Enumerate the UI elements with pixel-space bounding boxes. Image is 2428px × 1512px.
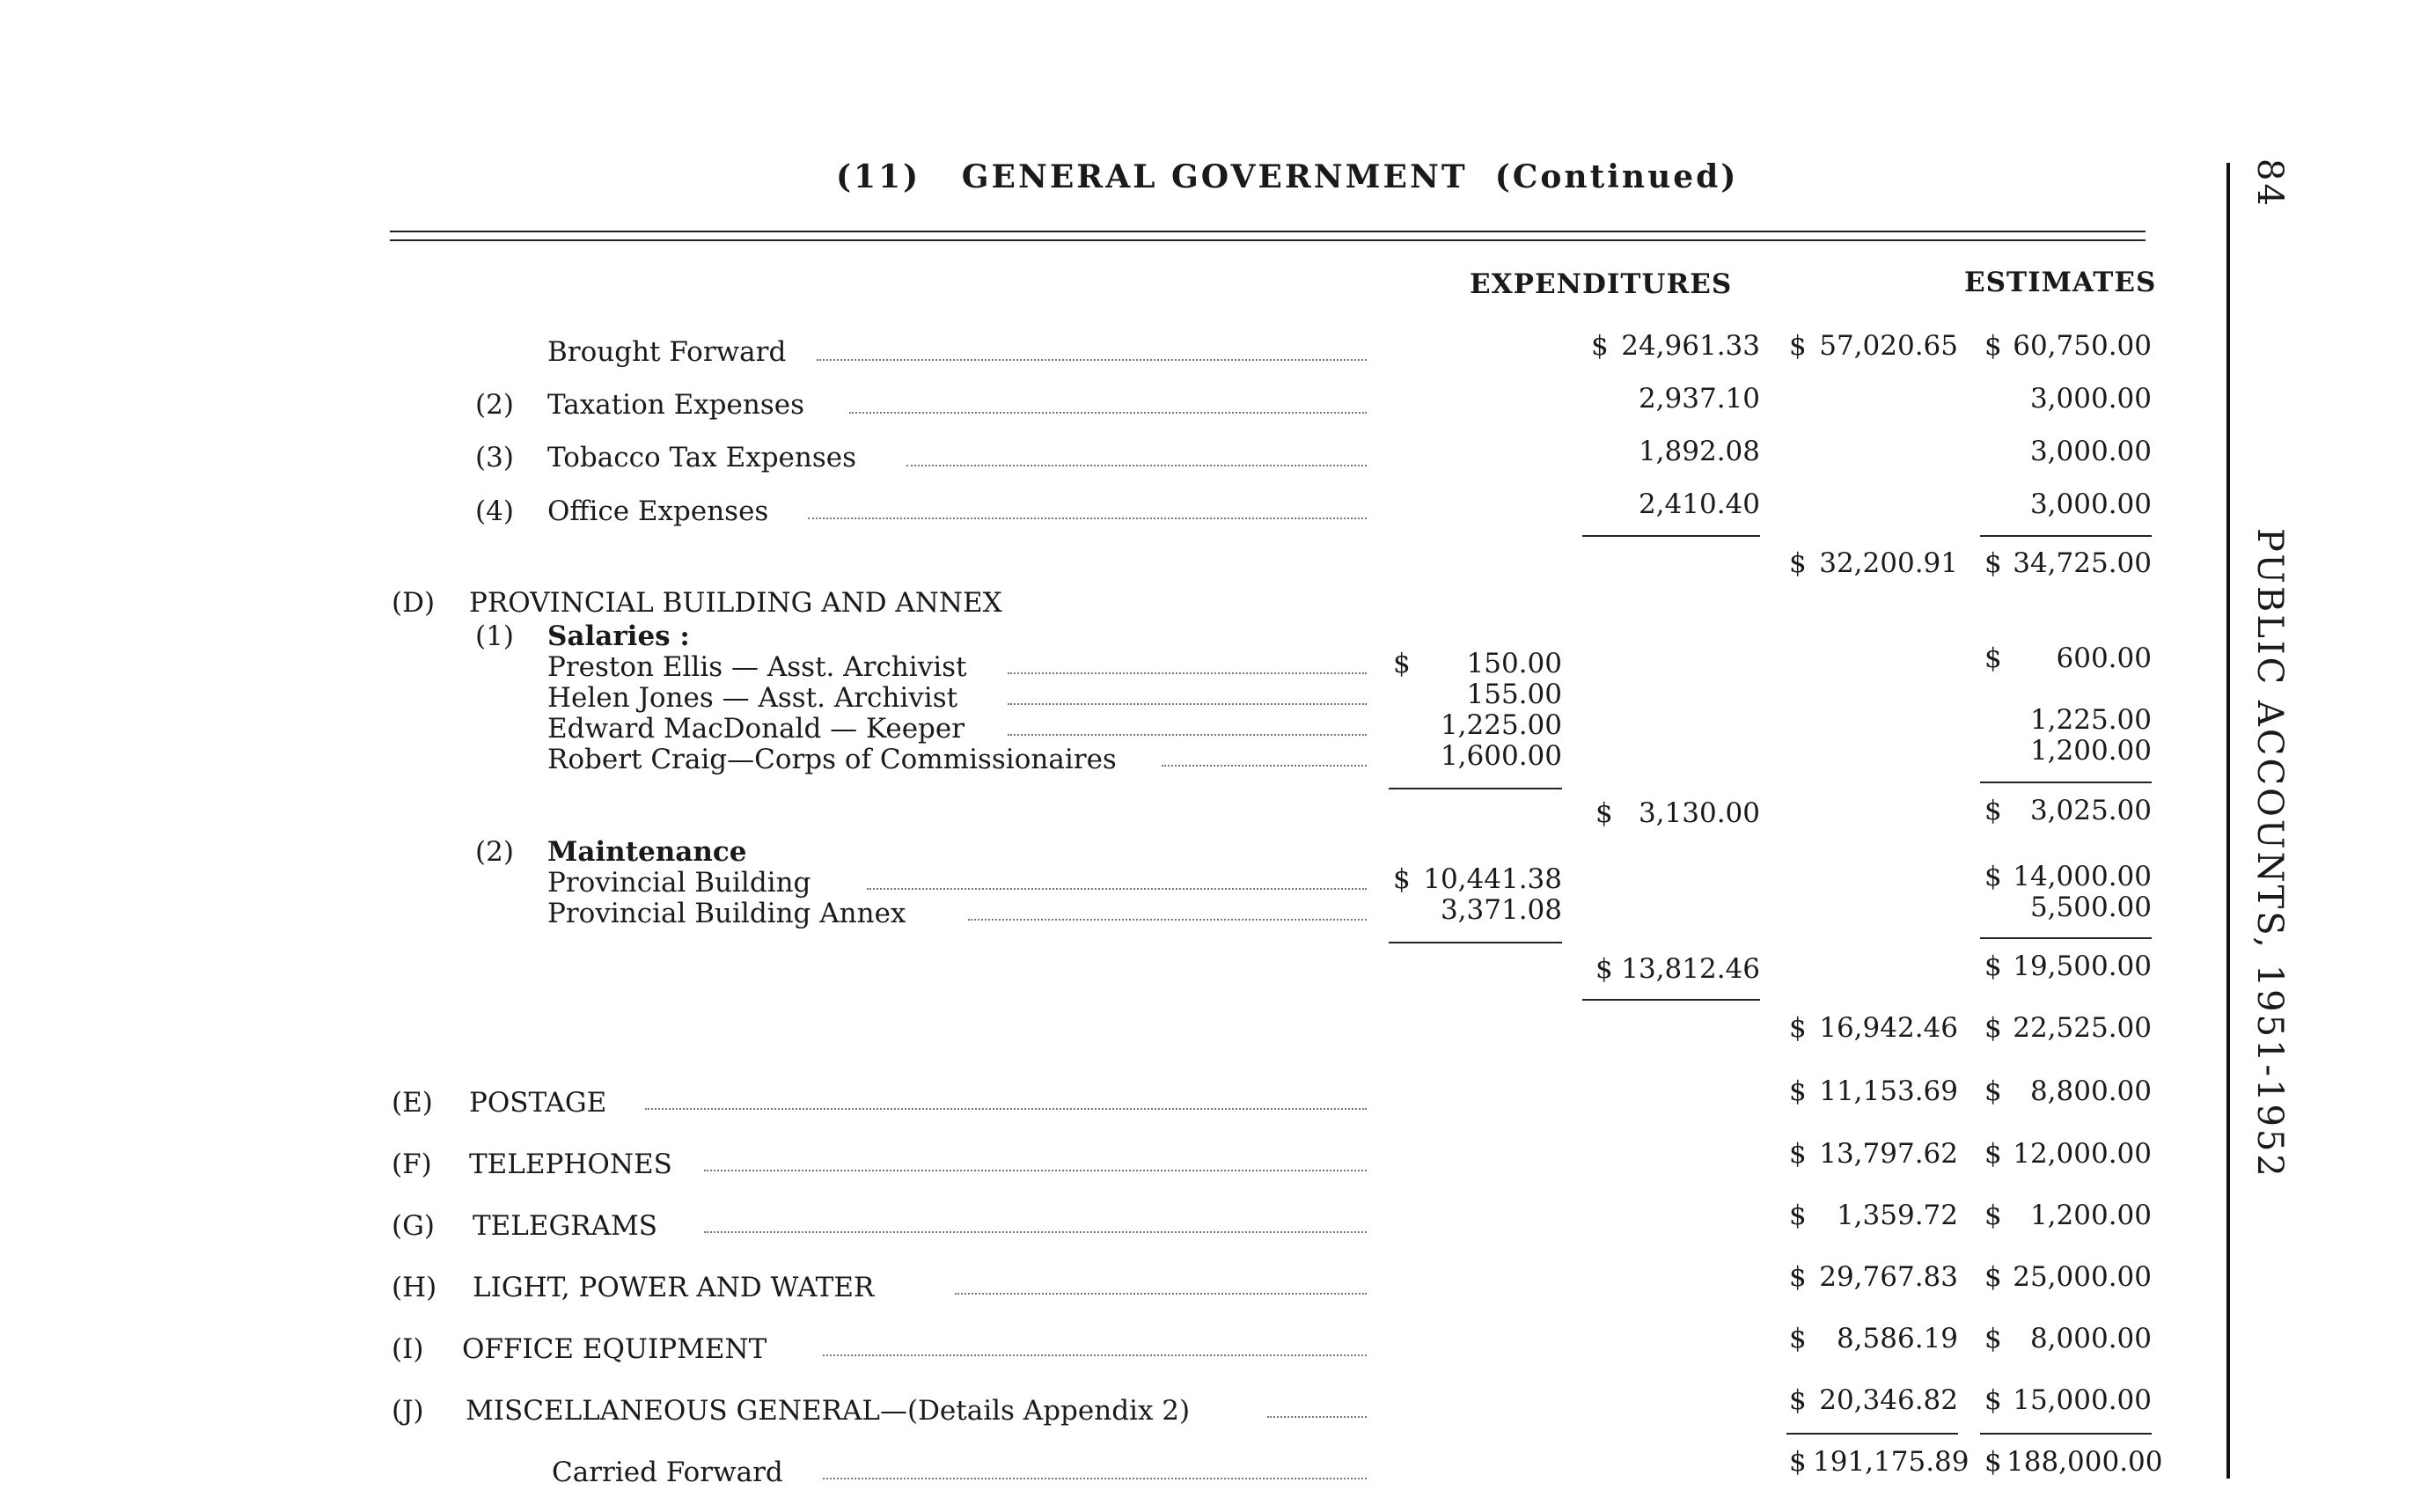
- subsection-label: Maintenance: [547, 836, 747, 868]
- expenditure-total-value: 191,175.89: [1813, 1446, 1970, 1478]
- currency-sign: $: [1984, 330, 2002, 362]
- currency-sign: $: [1789, 1446, 1807, 1478]
- expenditure-total-value: 11,153.69: [1819, 1075, 1958, 1107]
- detail-value: 1,225.00: [1440, 709, 1562, 741]
- page-heading: [836, 158, 1738, 195]
- estimate-value: 15,000.00: [2013, 1384, 2152, 1416]
- currency-sign: $: [1984, 1323, 2002, 1354]
- currency-sign: $: [1789, 1323, 1807, 1354]
- currency-sign: $: [1591, 330, 1609, 362]
- sum-rule: [1389, 942, 1562, 943]
- estimate-value: 12,000.00: [2013, 1138, 2152, 1170]
- header-rule-bottom: [390, 239, 2146, 241]
- section-letter: (F): [392, 1149, 432, 1180]
- estimate-value: 1,200.00: [2029, 735, 2152, 767]
- row-label: LIGHT, POWER AND WATER: [473, 1272, 875, 1303]
- currency-sign: $: [1984, 1384, 2002, 1416]
- currency-sign: $: [1393, 863, 1411, 895]
- section-title: GENERAL GOVERNMENT: [961, 158, 1468, 195]
- currency-sign: $: [1789, 1261, 1807, 1293]
- estimate-value: 25,000.00: [2013, 1261, 2152, 1293]
- currency-sign: $: [1984, 547, 2002, 579]
- estimate-value: 19,500.00: [2013, 951, 2152, 982]
- leader-dots: [823, 1478, 1367, 1479]
- page-edge-line: [2226, 163, 2230, 1479]
- currency-sign: $: [1789, 547, 1807, 579]
- estimate-value: 3,000.00: [2029, 436, 2152, 467]
- continued-label: (Continued): [1494, 158, 1739, 195]
- detail-value: 150.00: [1466, 648, 1562, 679]
- estimate-value: 60,750.00: [2013, 330, 2152, 362]
- estimate-value: 3,025.00: [2029, 795, 2152, 826]
- currency-sign: $: [1984, 1075, 2002, 1107]
- row-label: POSTAGE: [469, 1087, 607, 1119]
- row-label: Tobacco Tax Expenses: [547, 442, 857, 473]
- leader-dots: [1008, 672, 1367, 674]
- estimate-value: 5,500.00: [2029, 892, 2152, 923]
- sum-rule: [1582, 535, 1760, 537]
- currency-sign: $: [1984, 1200, 2002, 1231]
- column-header-estimates: ESTIMATES: [1964, 267, 2157, 298]
- row-label: Provincial Building Annex: [547, 898, 906, 929]
- row-label: TELEPHONES: [469, 1149, 672, 1180]
- estimate-value: 8,800.00: [2029, 1075, 2152, 1107]
- estimate-value: 1,200.00: [2029, 1200, 2152, 1231]
- currency-sign: $: [1984, 642, 2002, 674]
- expenditure-value: 2,937.10: [1638, 383, 1760, 415]
- leader-dots: [1162, 765, 1367, 767]
- expenditure-total-value: 16,942.46: [1819, 1012, 1958, 1044]
- sum-rule: [1980, 937, 2152, 939]
- section-letter: (H): [392, 1272, 437, 1303]
- estimate-value: 3,000.00: [2029, 488, 2152, 520]
- row-index: (2): [475, 389, 514, 421]
- header-rule-top: [390, 231, 2146, 232]
- row-label: Helen Jones — Asst. Archivist: [547, 682, 958, 714]
- leader-dots: [955, 1293, 1367, 1295]
- leader-dots: [808, 517, 1367, 519]
- section-letter: (G): [392, 1210, 435, 1242]
- expenditure-value: 1,892.08: [1638, 436, 1760, 467]
- currency-sign: $: [1789, 1384, 1807, 1416]
- sum-rule: [1980, 535, 2152, 537]
- expenditure-total-value: 1,359.72: [1836, 1200, 1958, 1231]
- estimate-value: 600.00: [2056, 642, 2152, 674]
- detail-value: 3,371.08: [1440, 894, 1562, 926]
- detail-value: 10,441.38: [1423, 863, 1562, 895]
- leader-dots: [645, 1108, 1367, 1110]
- row-index: (3): [475, 442, 514, 473]
- row-label: Preston Ellis — Asst. Archivist: [547, 651, 967, 683]
- currency-sign: $: [1789, 1075, 1807, 1107]
- leader-dots: [817, 359, 1367, 361]
- row-label: Provincial Building: [547, 867, 811, 899]
- subsection-index: (2): [475, 836, 514, 868]
- side-caption: PUBLIC ACCOUNTS, 1951-1952: [2249, 528, 2290, 1179]
- expenditure-total-value: 32,200.91: [1819, 547, 1958, 579]
- leader-dots: [704, 1170, 1367, 1171]
- currency-sign: $: [1984, 1012, 2002, 1044]
- estimate-value: 188,000.00: [2006, 1446, 2163, 1478]
- leader-dots: [906, 465, 1367, 466]
- currency-sign: $: [1984, 1138, 2002, 1170]
- leader-dots: [1267, 1416, 1367, 1418]
- currency-sign: $: [1595, 797, 1613, 829]
- row-index: (4): [475, 495, 514, 527]
- row-label: Robert Craig—Corps of Commissionaires: [547, 744, 1117, 775]
- expenditure-total-value: 29,767.83: [1819, 1261, 1958, 1293]
- row-label: OFFICE EQUIPMENT: [462, 1333, 767, 1365]
- currency-sign: $: [1984, 1446, 2002, 1478]
- expenditure-value: 13,812.46: [1621, 953, 1760, 985]
- sum-rule: [1980, 782, 2152, 783]
- leader-dots: [1008, 734, 1367, 736]
- leader-dots: [867, 888, 1367, 890]
- expenditure-total-value: 8,586.19: [1836, 1323, 1958, 1354]
- leader-dots: [704, 1231, 1367, 1233]
- expenditure-total-value: 13,797.62: [1819, 1138, 1958, 1170]
- currency-sign: $: [1393, 648, 1411, 679]
- currency-sign: $: [1789, 1138, 1807, 1170]
- row-label: Taxation Expenses: [547, 389, 805, 421]
- currency-sign: $: [1789, 1012, 1807, 1044]
- estimate-value: 34,725.00: [2013, 547, 2152, 579]
- subsection-label: Salaries :: [547, 620, 690, 652]
- subsection-index: (1): [475, 620, 514, 652]
- row-label: Brought Forward: [547, 336, 787, 368]
- sum-rule: [1389, 788, 1562, 789]
- section-letter: (J): [392, 1395, 424, 1427]
- estimate-value: 8,000.00: [2029, 1323, 2152, 1354]
- expenditure-value: 3,130.00: [1638, 797, 1760, 829]
- sum-rule: [1786, 1433, 1958, 1435]
- expenditure-total-value: 20,346.82: [1819, 1384, 1958, 1416]
- leader-dots: [823, 1354, 1367, 1356]
- section-letter: (E): [392, 1087, 433, 1119]
- row-label: Edward MacDonald — Keeper: [547, 713, 965, 745]
- currency-sign: $: [1984, 951, 2002, 982]
- currency-sign: $: [1984, 861, 2002, 892]
- section-letter: (D): [392, 587, 436, 619]
- row-label: Carried Forward: [552, 1457, 783, 1488]
- column-header-expenditures: EXPENDITURES: [1470, 268, 1733, 300]
- detail-value: 1,600.00: [1440, 740, 1562, 772]
- section-number: (11): [836, 158, 921, 195]
- row-label: MISCELLANEOUS GENERAL—(Details Appendix 2): [466, 1395, 1191, 1427]
- row-label: Office Expenses: [547, 495, 769, 527]
- leader-dots: [968, 919, 1367, 921]
- currency-sign: $: [1595, 953, 1613, 985]
- expenditure-total-value: 57,020.65: [1819, 330, 1958, 362]
- detail-value: 155.00: [1466, 679, 1562, 710]
- expenditure-value: 24,961.33: [1621, 330, 1760, 362]
- expenditure-value: 2,410.40: [1638, 488, 1760, 520]
- sum-rule: [1582, 999, 1760, 1001]
- estimate-value: 14,000.00: [2013, 861, 2152, 892]
- currency-sign: $: [1789, 1200, 1807, 1231]
- sum-rule: [1980, 1433, 2152, 1435]
- currency-sign: $: [1984, 1261, 2002, 1293]
- page-number: 84: [2249, 158, 2290, 209]
- estimate-value: 3,000.00: [2029, 383, 2152, 415]
- row-label: TELEGRAMS: [473, 1210, 657, 1242]
- leader-dots: [849, 412, 1367, 414]
- section-letter: (I): [392, 1333, 424, 1365]
- estimate-value: 22,525.00: [2013, 1012, 2152, 1044]
- section-title: PROVINCIAL BUILDING AND ANNEX: [469, 587, 1002, 619]
- estimate-value: 1,225.00: [2029, 704, 2152, 736]
- currency-sign: $: [1984, 795, 2002, 826]
- currency-sign: $: [1789, 330, 1807, 362]
- leader-dots: [1008, 703, 1367, 705]
